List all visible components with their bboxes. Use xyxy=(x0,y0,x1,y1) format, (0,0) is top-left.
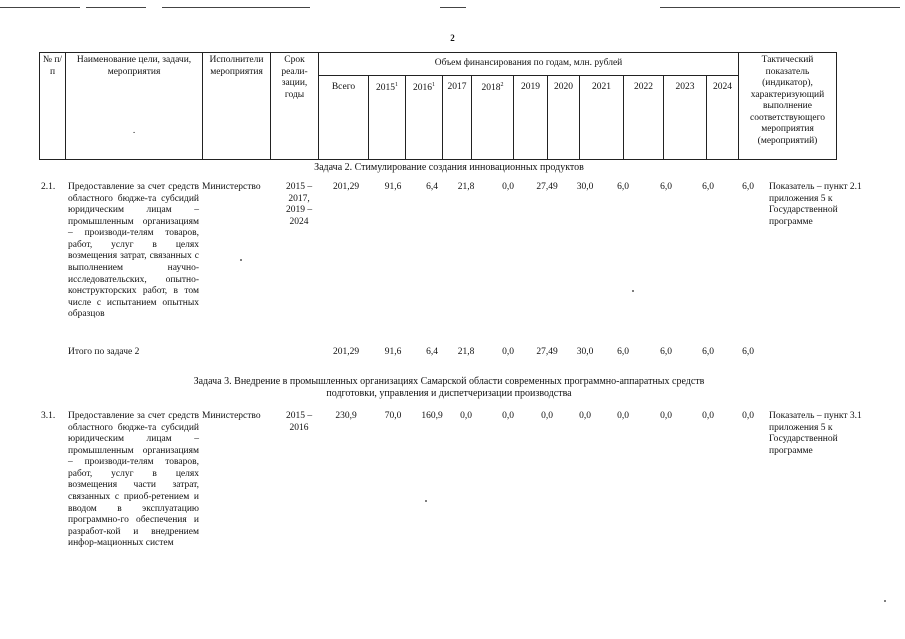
task2-total-value-2020: 30,0 xyxy=(576,347,594,357)
header-period-cell xyxy=(271,53,319,160)
row-3-1-value-2015: 70,0 xyxy=(384,411,402,421)
scan-speck xyxy=(884,600,886,602)
task2-total-value-2018: 0,0 xyxy=(502,347,514,357)
scan-artifact-line xyxy=(0,7,80,8)
row-2-1-value-2024: 6,0 xyxy=(742,182,754,192)
header-year-2023: 2023 xyxy=(664,76,707,160)
row-2-1-value-2021: 6,0 xyxy=(617,182,629,192)
header-funding: Объем финансирования по годам, млн. рублей xyxy=(434,58,623,69)
task2-heading: Задача 2. Стимулирование создания инновационных продуктов xyxy=(314,162,584,173)
task2-total-value-2023: 6,0 xyxy=(702,347,714,357)
row-3-1-indicator: Показатель – пункт 3.1 приложения 5 к Государственной программе xyxy=(769,411,862,456)
task2-total-value-2022: 6,0 xyxy=(660,347,672,357)
task2-total-value-2017: 21,8 xyxy=(457,347,475,357)
header-total: Всего xyxy=(319,76,369,160)
row-2-1-number: 2.1. xyxy=(41,182,56,192)
row-2-1-executor: Министерство xyxy=(202,182,261,192)
row-3-1-period: 2015 – 2016 xyxy=(285,411,313,433)
row-3-1-value-2022: 0,0 xyxy=(660,411,672,421)
header-year-2019: 2019 xyxy=(514,76,548,160)
header-year-2018: 2018$^2$ xyxy=(472,76,514,160)
header-year-2020: 2020 xyxy=(548,76,580,160)
row-3-1-value-2023: 0,0 xyxy=(702,411,714,421)
row-2-1-value-total: 201,29 xyxy=(332,182,360,192)
header-exec-cell xyxy=(203,53,271,160)
row-3-1-value-2018: 0,0 xyxy=(502,411,514,421)
header-exec: Исполнители мероприятия xyxy=(209,55,264,77)
page-number: 2 xyxy=(450,33,455,43)
task2-total-value-2015: 91,6 xyxy=(384,347,402,357)
row-3-1-value-2024: 0,0 xyxy=(742,411,754,421)
scan-artifact-line xyxy=(660,7,900,8)
row-3-1-value-total: 230,9 xyxy=(335,411,357,421)
row-3-1-number: 3.1. xyxy=(41,411,56,421)
row-2-1-value-2022: 6,0 xyxy=(660,182,672,192)
scan-artifact-line xyxy=(162,7,310,8)
row-2-1-value-2020: 30,0 xyxy=(576,182,594,192)
row-3-1-value-2020: 0,0 xyxy=(579,411,591,421)
header-name-cell: Наименование цели, задачи, мероприятия . xyxy=(66,53,203,160)
task2-total-label: Итого по задаче 2 xyxy=(68,347,140,357)
header-year-2022: 2022 xyxy=(624,76,664,160)
row-2-1-indicator: Показатель – пункт 2.1 приложения 5 к Государственной программе xyxy=(769,182,862,227)
header-period: Срок реали-зации, годы xyxy=(281,55,308,100)
row-2-1-period: 2015 – 2017, 2019 – 2024 xyxy=(285,182,313,227)
row-3-1-value-2016: 160,9 xyxy=(421,411,443,421)
row-2-1-value-2023: 6,0 xyxy=(702,182,714,192)
task2-total-value-2016: 6,4 xyxy=(426,347,438,357)
header-num: № п/п xyxy=(42,55,63,77)
scan-speck xyxy=(240,259,242,261)
header-year-2024: 2024 xyxy=(707,76,739,160)
task3-heading xyxy=(39,376,859,400)
header-year-2015: 2015$^1$ xyxy=(369,76,406,160)
scan-speck xyxy=(425,500,427,502)
header-year-2016: 2016$^1$ xyxy=(406,76,443,160)
task2-total-value-2019: 27,49 xyxy=(536,347,558,357)
task3-heading-line1: Задача 3. Внедрение в промышленных организациях Самарской области современных программно-аппаратных средств xyxy=(193,376,705,387)
row-2-1-value-2018: 0,0 xyxy=(502,182,514,192)
row-2-1-value-2017: 21,8 xyxy=(457,182,475,192)
task2-total-value-2021: 6,0 xyxy=(617,347,629,357)
row-2-1-value-2015: 91,6 xyxy=(384,182,402,192)
row-3-1-value-2021: 0,0 xyxy=(617,411,629,421)
header-indicator-cell xyxy=(739,53,837,160)
row-3-1-executor: Министерство xyxy=(202,411,261,421)
scan-speck xyxy=(632,290,634,292)
table-header xyxy=(39,52,837,160)
task2-total-value-2024: 6,0 xyxy=(742,347,754,357)
header-indicator: Тактический показатель (индикатор), характеризующий выполнение соответствующего мероприятия (мероприятий) xyxy=(750,55,825,147)
task2-total-value-total: 201,29 xyxy=(332,347,360,357)
scan-artifact-line xyxy=(86,7,146,8)
header-funding-cell xyxy=(319,53,739,76)
row-2-1-description: Предоставление за счет средств областного бюдже-та субсидий юридическим лицам – промышленным организациям – производи-телям товаров, работ, услуг в целях возмещения затрат, связанных с выполнением научно-исследовательских, опытно-конструкторских работ, в том числе с испытанием опытных образцов xyxy=(68,182,199,320)
header-name: Наименование цели, задачи, мероприятия xyxy=(76,55,192,77)
row-3-1-description: Предоставление за счет средств областного бюдже-та субсидий юридическим лицам – промышленным организациям – производи-телям товаров, работ, услуг в целях возмещения части затрат, связанных с приоб-ретением и вводом в эксплуатацию программно-го обеспечения и разработ-кой и внедрением инфор-мационных систем xyxy=(68,411,199,549)
row-3-1-value-2019: 0,0 xyxy=(541,411,553,421)
row-2-1-value-2019: 27,49 xyxy=(536,182,558,192)
header-year-2021: 2021 xyxy=(580,76,624,160)
row-2-1-value-2016: 6,4 xyxy=(426,182,438,192)
scan-artifact-line xyxy=(440,7,466,8)
header-num-cell xyxy=(40,53,66,160)
row-3-1-value-2017: 0,0 xyxy=(460,411,472,421)
header-year-2017: 2017 xyxy=(443,76,472,160)
task3-heading-line2: подготовки, управления и диспетчеризации производства xyxy=(326,388,572,400)
